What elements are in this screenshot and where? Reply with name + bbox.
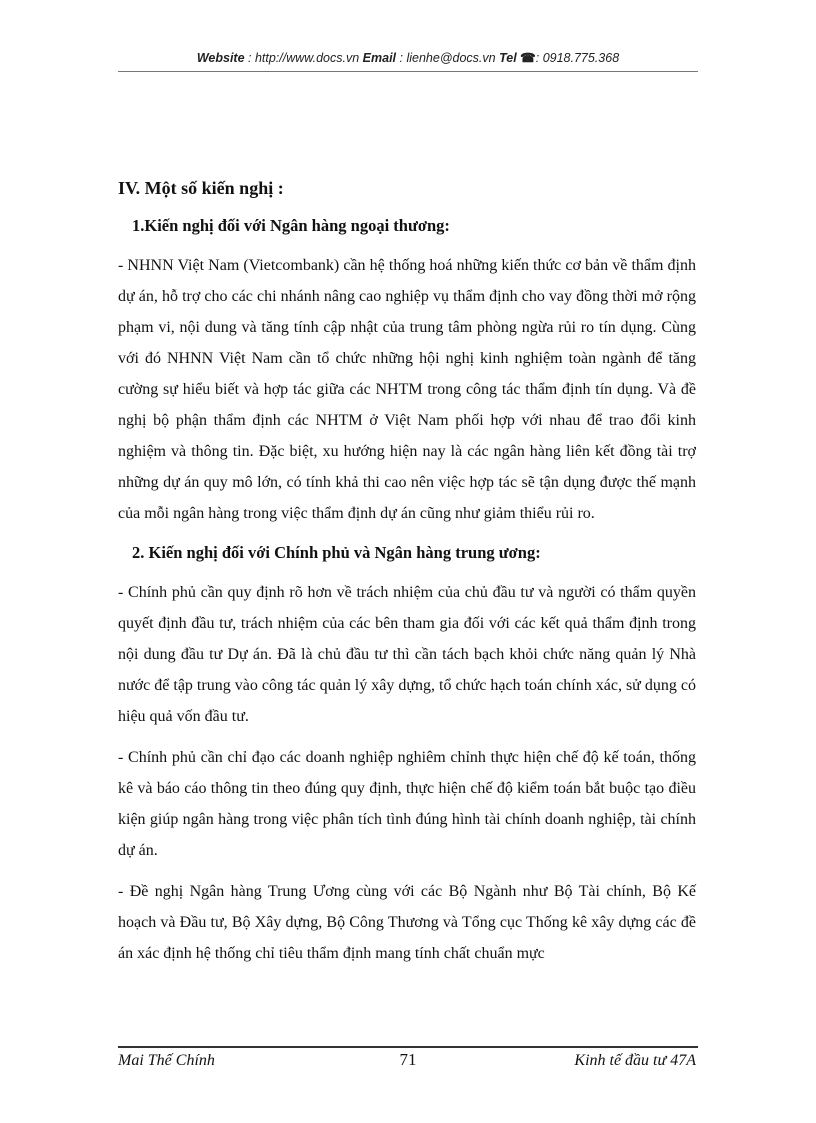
subsection-title-2: 2. Kiến nghị đối với Chính phủ và Ngân hàng trung ương: [132,543,541,562]
phone-icon: ☎ [520,51,536,65]
footer-divider [118,1046,698,1048]
footer-author: Mai Thế Chính [118,1052,215,1069]
website-value: : http://www.docs.vn [248,51,360,65]
email-label: Email [362,51,397,65]
email-value: : lienhe@docs.vn [399,51,496,65]
website-label: Website [196,51,245,65]
section-title: IV. Một số kiến nghị : [118,178,284,198]
subsection-title-1: 1.Kiến nghị đối với Ngân hàng ngoại thương: [132,216,450,235]
tel-value: : 0918.775.368 [535,51,620,65]
tel-label: Tel [499,51,517,65]
paragraph: - Chính phủ cần quy định rõ hơn về trách nhiệm của chủ đầu tư và người có thẩm quyền quyết định đầu tư, trách nhiệm của các bên tham gia đối với các kết quả thẩm định trong nội dung đầu tư Dự án. Đã là chủ đầu tư thì cần tách bạch khỏi chức năng quản lý Nhà nước để tập trung vào công tác quản lý xây dựng, tổ chức hạch toán chính xác, sử dụng có hiệu quả vốn đầu tư. [118,584,696,725]
footer-class: Kinh tế đầu tư 47A [574,1052,696,1069]
page-content [118,178,696,979]
header-divider [118,71,698,72]
paragraph: - NHNN Việt Nam (Vietcombank) cần hệ thống hoá những kiến thức cơ bản về thẩm định dự án, hỗ trợ cho các chi nhánh nâng cao nghiệp vụ thẩm định cho vay đồng thời mở rộng phạm vi, nội dung và tăng tính cập nhật của trung tâm phòng ngừa rủi ro tín dụng. Cùng với đó NHNN Việt Nam cần tổ chức những hội nghị kinh nghiệm toàn ngành để tăng cường sự hiểu biết và hợp tác giữa các NHTM trong công tác thẩm định tín dụng. Và đề nghị bộ phận thẩm định các NHTM ở Việt Nam phối hợp với nhau để trao đổi kinh nghiệm và thông tin. Đặc biệt, xu hướng hiện nay là các ngân hàng liên kết đồng tài trợ những dự án quy mô lớn, có tính khả thi cao nên việc hợp tác sẽ tận dụng được thế mạnh của mỗi ngân hàng trong việc thẩm định dự án cũng như giảm thiểu rủi ro. [118,257,696,522]
paragraph: - Đề nghị Ngân hàng Trung Ương cùng với các Bộ Ngành như Bộ Tài chính, Bộ Kế hoạch và Đầu tư, Bộ Xây dựng, Bộ Công Thương và Tổng cục Thống kê xây dựng các đề án xác định hệ thống chỉ tiêu thẩm định mang tính chất chuẩn mực [118,883,696,962]
page-header [118,50,698,65]
paragraph: - Chính phủ cần chỉ đạo các doanh nghiệp nghiêm chỉnh thực hiện chế độ kế toán, thống kê và báo cáo thông tin theo đúng quy định, thực hiện chế độ kiểm toán bắt buộc tạo điều kiện giúp ngân hàng trong việc phân tích tình đúng hình tài chính doanh nghiệp, tài chính dự án. [118,749,696,859]
page-number: 71 [399,1050,417,1069]
